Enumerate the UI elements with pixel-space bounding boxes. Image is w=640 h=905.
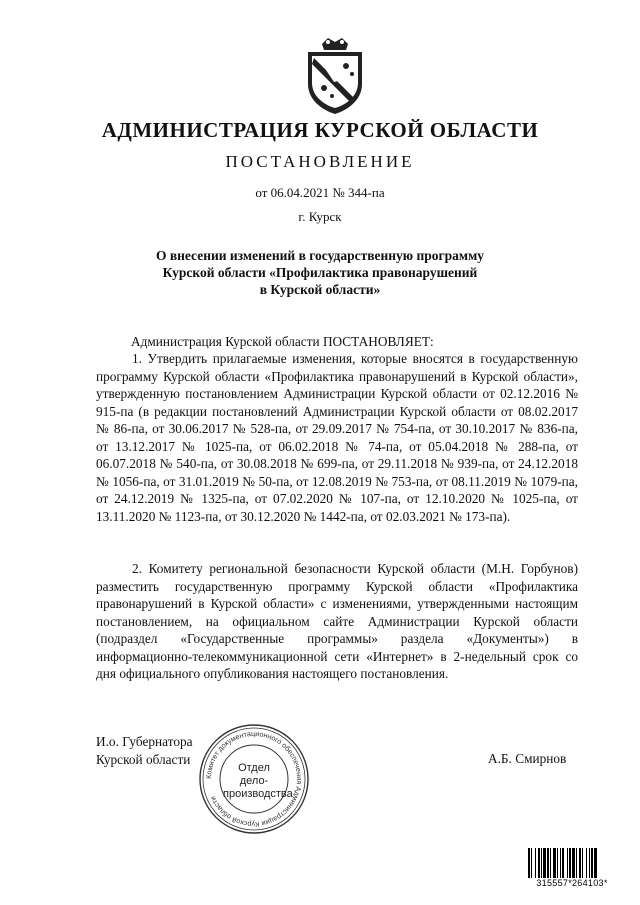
barcode-bar xyxy=(579,848,581,878)
barcode-bar xyxy=(582,848,583,878)
stamp-line: Отдел xyxy=(238,762,270,774)
barcode-bar xyxy=(560,848,561,878)
organization-title: АДМИНИСТРАЦИЯ КУРСКОЙ ОБЛАСТИ xyxy=(101,118,539,142)
intro-line: Администрация Курской области ПОСТАНОВЛЯЕТ: xyxy=(131,334,434,349)
barcode-bar xyxy=(543,848,546,878)
barcode-bar xyxy=(528,848,530,878)
barcode-bar xyxy=(547,848,549,878)
position-line: И.о. Губернатора xyxy=(96,734,193,749)
barcode-bar xyxy=(531,848,532,878)
barcode-bar xyxy=(586,848,587,878)
barcode-bar xyxy=(576,848,577,878)
paragraph-1: 1. Утвердить прилагаемые изменения, которые вносятся в государственную программу Курской области «Профилактика правонарушений в Курской области», утвержденную постановлением Администрации Курской области от 02.12.2016 № 915-па (в редакции постановлений Администрации Курской области от 08.02.2017 № 86-па, от 30.06.2017 № 528-па, от 29.09.2017 № 754-па, от 30.10.2017 № 836-па, от 13.12.2017 № 1025-па, от 06.02.2018 № 74-па, от 05.04.2018 № 288-па, от 06.07.2018 № 540-па, от 30.08.2018 № 699-па, от 29.11.2018 № 939-па, от 24.12.2018 № 1056-па, от 31.01.2019 № 50-па, от 12.08.2019 № 753-па, от 08.11.2019 № 1079-па, от 24.12.2019 № 1325-па, от 07.02.2020 № 107-па, от 12.10.2020 № 1025-па, от 13.11.2020 № 1123-па, от 30.12.2020 № 1442-па, от 02.03.2021 № 173-па). xyxy=(96,351,578,524)
barcode-bar xyxy=(541,848,542,878)
barcode-bar xyxy=(567,848,568,878)
document-type: ПОСТАНОВЛЕНИЕ xyxy=(225,152,415,171)
barcode-bar xyxy=(550,848,551,878)
barcode-bar xyxy=(538,848,540,878)
stamp-ring-text: Комитет документационного обеспечения Администрации Курской области xyxy=(203,728,305,830)
barcode-bar xyxy=(553,848,556,878)
barcode-bar xyxy=(591,848,593,878)
barcode-bar xyxy=(589,848,590,878)
subject-line: в Курской области» xyxy=(259,282,381,297)
coat-of-arms-icon xyxy=(302,36,368,116)
barcode-bar xyxy=(535,848,536,878)
stamp-line: производства xyxy=(223,788,293,800)
signatory-position xyxy=(96,733,193,768)
position-line: Курской области xyxy=(96,751,191,767)
subject-line: Курской области «Профилактика правонарушений xyxy=(162,265,478,280)
barcode-icon xyxy=(527,848,617,878)
city-line: г. Курск xyxy=(298,209,342,224)
subject-line: О внесении изменений в государственную программу xyxy=(155,248,485,263)
barcode-bar xyxy=(569,848,571,878)
date-number-line: от 06.04.2021 № 344-па xyxy=(255,185,385,200)
barcode-bar xyxy=(572,848,575,878)
barcode-bar xyxy=(594,848,597,878)
barcode-number: 315557*264103* xyxy=(536,878,608,888)
signatory-name: А.Б. Смирнов xyxy=(488,751,567,766)
barcode-bar xyxy=(562,848,564,878)
stamp-center-text xyxy=(223,762,293,801)
paragraph-2: 2. Комитету региональной безопасности Курской области (М.Н. Горбунов) разместить государственную программу Курской области «Профилактика правонарушений в Курской области» с изменениями, утвержденными настоящим постановлением, на официальном сайте Администрации Курской области (подраздел «Государственные программы» раздела «Документы») в информационно-телекоммуникационной сети «Интернет» в 2-недельный срок со дня официального опубликования настоящего постановления. xyxy=(96,561,578,681)
stamp-line: дело- xyxy=(239,775,269,787)
document-subject xyxy=(0,247,640,298)
barcode-bar xyxy=(557,848,558,878)
